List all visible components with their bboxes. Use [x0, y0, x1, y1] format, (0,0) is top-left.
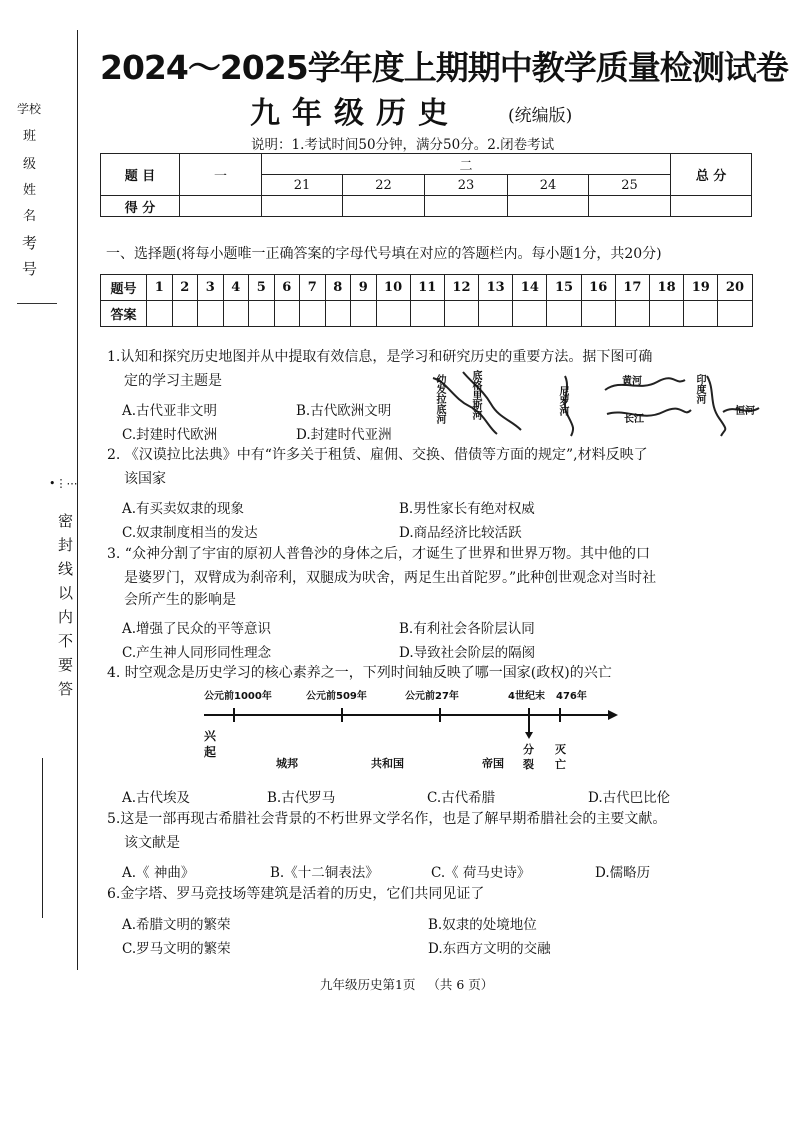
answer-num-cell: 3 [198, 275, 224, 301]
seal-char-8: 答 [58, 680, 74, 698]
score-cell[interactable] [589, 196, 671, 217]
answer-input-cell[interactable] [513, 301, 547, 327]
answer-num-cell: 5 [249, 275, 275, 301]
score-cell[interactable] [262, 196, 343, 217]
q2-option-b: B.男性家长有绝对权威 [399, 501, 535, 517]
q3-option-d: D.导致社会阶层的隔阂 [399, 645, 536, 661]
answer-input-cell[interactable] [172, 301, 198, 327]
q1-option-d: D.封建时代亚洲 [296, 427, 392, 443]
q4-option-c: C.古代希腊 [427, 790, 496, 806]
map-label-nile: 尼罗河 [557, 386, 568, 416]
score-cell[interactable] [671, 196, 752, 217]
map-label-tigris: 底格里斯河 [470, 370, 481, 420]
score-sub-col: 24 [508, 175, 589, 196]
q3-line1: 3. “众神分割了宇宙的原初人普鲁沙的身体之后，才诞生了世界和世界万物。其中他的口 [107, 546, 650, 562]
score-table [100, 153, 752, 217]
class-char-2: 级 [23, 157, 37, 172]
timeline-arrow [608, 710, 618, 720]
answer-input-cell[interactable] [351, 301, 377, 327]
seal-char-1: 密 [58, 512, 74, 530]
timeline-event-rise: 兴起 [204, 729, 217, 759]
timeline-axis [200, 700, 625, 740]
seal-char-3: 线 [58, 560, 74, 578]
school-label: 学校 [17, 102, 42, 116]
score-sub-col: 22 [343, 175, 425, 196]
answer-num-cell: 18 [650, 275, 684, 301]
answer-input-cell[interactable] [444, 301, 478, 327]
q2-option-a: A.有买卖奴隶的现象 [122, 501, 245, 517]
answer-input-cell[interactable] [147, 301, 173, 327]
q2-option-d: D.商品经济比较活跃 [399, 525, 522, 541]
answer-num-cell: 13 [479, 275, 513, 301]
score-cell[interactable] [425, 196, 508, 217]
score-sub-col: 25 [589, 175, 671, 196]
seal-char-4: 以 [58, 584, 74, 602]
seal-char-6: 不 [58, 632, 74, 650]
q6-option-c: C.罗马文明的繁荣 [122, 941, 231, 957]
answer-num-cell: 4 [223, 275, 249, 301]
timeline-event-split: 分裂 [523, 743, 534, 771]
score-cell[interactable] [508, 196, 589, 217]
answer-num-cell: 8 [325, 275, 351, 301]
score-col-one: 一 [180, 154, 262, 196]
timeline-event-citystate: 城邦 [276, 757, 298, 770]
footer-page: 九年级历史第1页 [320, 977, 416, 992]
answer-num-cell: 16 [581, 275, 615, 301]
map-label-euphrates: 幼发拉底河 [434, 374, 445, 424]
score-cell[interactable] [180, 196, 262, 217]
q5-line1: 5.这是一部再现古希腊社会背景的不朽世界文学名作，也是了解早期希腊社会的主要文献。 [107, 811, 667, 827]
map-label-yellow: 黄河 [622, 376, 642, 387]
score-sub-col: 23 [425, 175, 508, 196]
answer-input-cell[interactable] [650, 301, 684, 327]
q4-option-b: B.古代罗马 [267, 790, 336, 806]
answer-input-cell[interactable] [479, 301, 513, 327]
score-cell[interactable] [343, 196, 425, 217]
q5-option-d: D.儒略历 [595, 865, 651, 881]
map-label-indus: 印度河 [694, 374, 705, 404]
score-col-two: 二 [262, 154, 671, 175]
score-total-label: 总 分 [671, 154, 752, 196]
answer-num-cell: 6 [274, 275, 300, 301]
answer-num-cell: 1 [147, 275, 173, 301]
answer-input-cell[interactable] [325, 301, 351, 327]
edition-note: (统编版) [508, 106, 573, 126]
q3-option-c: C.产生神人同形同性理念 [122, 645, 272, 661]
q5-option-b: B.《十二铜表法》 [270, 865, 379, 881]
answer-input-cell[interactable] [249, 301, 275, 327]
name-underline [17, 303, 57, 304]
timeline-label-4th-century: 4世纪末 [508, 691, 545, 702]
answer-num-cell: 9 [351, 275, 377, 301]
answer-num-cell: 19 [684, 275, 718, 301]
timeline-label-509bc: 公元前509年 [306, 691, 367, 702]
answer-num-label: 题号 [101, 275, 147, 301]
exam-subtitle: 九年级历史 [250, 96, 460, 131]
q5-option-a: A.《 神曲》 [122, 865, 195, 881]
split-pointer-head [525, 732, 533, 739]
answer-num-cell: 14 [513, 275, 547, 301]
timeline-label-476: 476年 [556, 691, 587, 702]
answer-num-cell: 15 [547, 275, 581, 301]
answer-num-cell: 17 [615, 275, 649, 301]
answer-ans-label: 答案 [101, 301, 147, 327]
exam-char-1: 考 [22, 234, 38, 252]
q1-line1: 1.认知和探究历史地图并从中提取有效信息，是学习和研究历史的重要方法。据下图可确 [107, 349, 653, 365]
answer-input-cell[interactable] [615, 301, 649, 327]
q3-option-b: B.有利社会各阶层认同 [399, 621, 535, 637]
q2-line2: 该国家 [124, 471, 166, 487]
timeline-event-republic: 共和国 [371, 757, 404, 770]
answer-input-cell[interactable] [581, 301, 615, 327]
answer-table [100, 274, 753, 327]
map-label-yangtze: 长江 [624, 414, 644, 425]
answer-input-cell[interactable] [410, 301, 444, 327]
answer-input-cell[interactable] [718, 301, 752, 327]
section1-heading: 一、选择题(将每小题唯一正确答案的字母代号填在对应的答题栏内。每小题1分，共20分) [106, 246, 662, 262]
answer-num-cell: 20 [718, 275, 752, 301]
q2-line1: 2. 《汉谟拉比法典》中有“许多关于租赁、雇佣、交换、借债等方面的规定”,材料反映了 [107, 447, 648, 463]
timeline-event-empire: 帝国 [482, 757, 504, 770]
exam-char-2: 号 [22, 260, 38, 278]
q6-option-b: B.奴隶的处境地位 [428, 917, 537, 933]
q1-option-a: A.古代亚非文明 [122, 403, 218, 419]
map-label-ganges: 恒河 [735, 406, 755, 417]
name-char-2: 名 [23, 209, 37, 224]
seal-dots: •⋮⋯ [49, 477, 78, 490]
answer-input-cell[interactable] [223, 301, 249, 327]
q4-line1: 4. 时空观念是历史学习的核心素养之一，下列时间轴反映了哪一国家(政权)的兴亡 [107, 665, 612, 681]
class-char-1: 班 [23, 129, 37, 144]
timeline-event-fall: 灭亡 [555, 743, 566, 771]
q5-option-c: C.《 荷马史诗》 [431, 865, 531, 881]
answer-num-cell: 2 [172, 275, 198, 301]
answer-input-cell[interactable] [547, 301, 581, 327]
q5-line2: 该文献是 [124, 835, 180, 851]
score-row2-label: 得 分 [101, 196, 180, 217]
answer-input-cell[interactable] [376, 301, 410, 327]
q3-option-a: A.增强了民众的平等意识 [122, 621, 272, 637]
answer-num-cell: 12 [444, 275, 478, 301]
seal-side-line [42, 758, 43, 918]
q4-option-a: A.古代埃及 [122, 790, 191, 806]
answer-num-cell: 10 [376, 275, 410, 301]
score-row-label: 题 目 [101, 154, 180, 196]
score-sub-col: 21 [262, 175, 343, 196]
q6-line1: 6.金字塔、罗马竞技场等建筑是活着的历史，它们共同见证了 [107, 886, 485, 902]
q6-option-d: D.东西方文明的交融 [428, 941, 551, 957]
q6-option-a: A.希腊文明的繁荣 [122, 917, 231, 933]
seal-char-7: 要 [58, 656, 74, 674]
q2-option-c: C.奴隶制度相当的发达 [122, 525, 258, 541]
margin-line [77, 30, 78, 970]
answer-input-cell[interactable] [198, 301, 224, 327]
indus-river [707, 376, 725, 436]
timeline-label-1000bc: 公元前1000年 [204, 691, 272, 702]
answer-input-cell[interactable] [684, 301, 718, 327]
timeline-label-27bc: 公元前27年 [405, 691, 459, 702]
answer-input-cell[interactable] [274, 301, 300, 327]
q4-option-d: D.古代巴比伦 [588, 790, 671, 806]
q1-line2: 定的学习主题是 [124, 373, 222, 389]
page-footer [320, 975, 493, 993]
q1-option-c: C.封建时代欧洲 [122, 427, 218, 443]
footer-total: （共 6 页） [427, 977, 494, 992]
answer-num-cell: 11 [410, 275, 444, 301]
q1-option-b: B.古代欧洲文明 [296, 403, 392, 419]
q3-line2: 是婆罗门，双臂成为刹帝利，双腿成为吠舍，两足生出首陀罗。”此种创世观念对当时社 [124, 570, 657, 586]
seal-char-5: 内 [58, 608, 74, 626]
exam-title: 2024～2025学年度上期期中教学质量检测试卷 [100, 48, 788, 87]
yangtze-river [607, 409, 691, 416]
exam-instructions: 说明：1.考试时间50分钟，满分50分。2.闭卷考试 [251, 137, 555, 153]
q3-line3: 会所产生的影响是 [124, 592, 236, 608]
yellow-river [605, 378, 685, 390]
answer-num-cell: 7 [300, 275, 326, 301]
answer-input-cell[interactable] [300, 301, 326, 327]
name-char-1: 姓 [23, 183, 37, 198]
seal-char-2: 封 [58, 536, 74, 554]
